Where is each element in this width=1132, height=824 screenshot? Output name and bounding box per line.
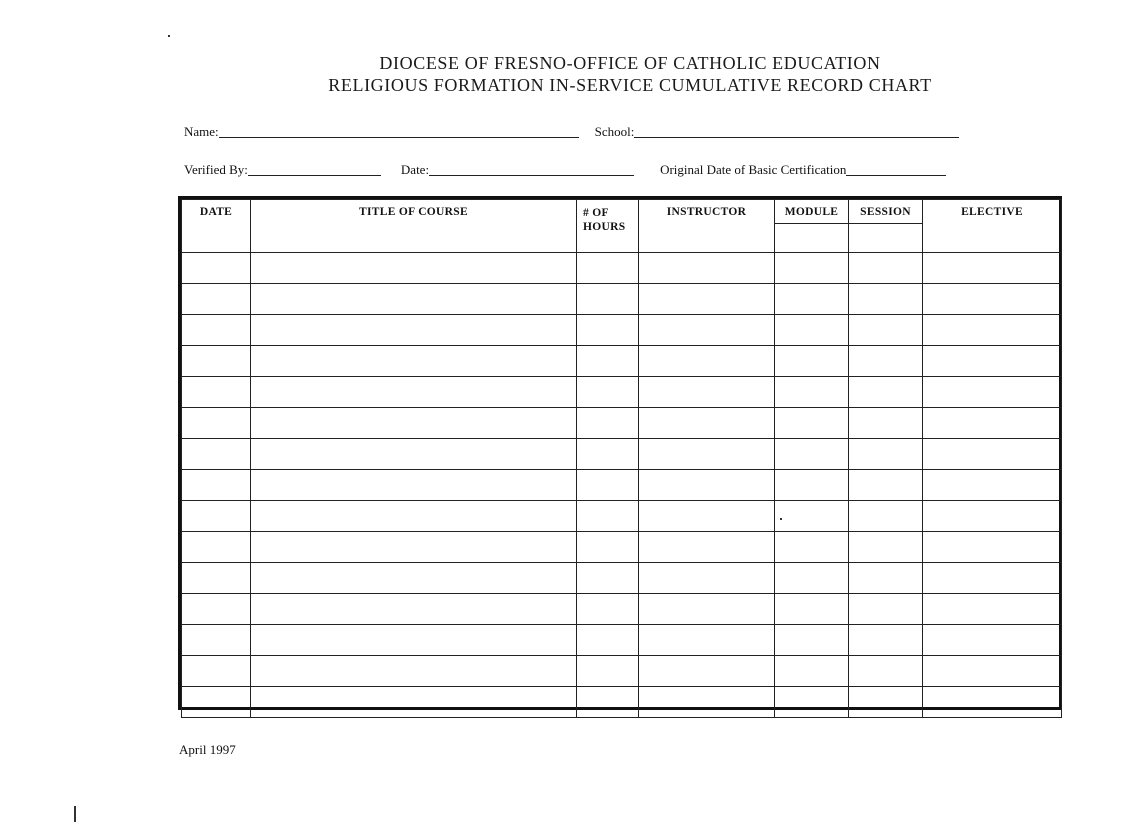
table-cell[interactable] bbox=[577, 594, 639, 625]
table-cell[interactable] bbox=[775, 408, 849, 439]
table-cell[interactable] bbox=[923, 563, 1062, 594]
title-line-2: RELIGIOUS FORMATION IN-SERVICE CUMULATIVE RECORD CHART bbox=[328, 75, 932, 95]
table-cell[interactable] bbox=[251, 253, 577, 284]
table-row bbox=[182, 594, 1062, 625]
name-school-row bbox=[184, 122, 959, 140]
table-cell[interactable] bbox=[577, 377, 639, 408]
table-cell[interactable] bbox=[639, 315, 775, 346]
column-header-session: SESSION bbox=[849, 200, 923, 224]
school-field-line[interactable] bbox=[634, 124, 959, 138]
original-date-label: Original Date of Basic Certification bbox=[660, 162, 847, 177]
table-cell[interactable] bbox=[775, 501, 849, 532]
table-cell[interactable] bbox=[251, 284, 577, 315]
table-cell[interactable] bbox=[639, 656, 775, 687]
table-cell[interactable] bbox=[182, 439, 251, 470]
table-cell[interactable] bbox=[577, 563, 639, 594]
table-cell[interactable] bbox=[775, 284, 849, 315]
table-row bbox=[182, 439, 1062, 470]
table-cell[interactable] bbox=[251, 470, 577, 501]
table-cell[interactable] bbox=[639, 253, 775, 284]
table-cell[interactable] bbox=[775, 532, 849, 563]
scan-speck bbox=[780, 518, 782, 520]
table-cell[interactable] bbox=[182, 408, 251, 439]
table-cell[interactable] bbox=[639, 439, 775, 470]
table-cell[interactable] bbox=[923, 501, 1062, 532]
session-subheader-cell[interactable] bbox=[849, 224, 923, 253]
scan-speck bbox=[168, 35, 170, 37]
table-cell[interactable] bbox=[849, 687, 923, 718]
table-row bbox=[182, 408, 1062, 439]
table-cell[interactable] bbox=[577, 532, 639, 563]
table-cell[interactable] bbox=[775, 625, 849, 656]
table-cell[interactable] bbox=[849, 439, 923, 470]
table-cell[interactable] bbox=[182, 501, 251, 532]
table-cell[interactable] bbox=[577, 501, 639, 532]
table-cell[interactable] bbox=[251, 625, 577, 656]
table-cell[interactable] bbox=[182, 315, 251, 346]
hours-header-line-1: # OF bbox=[583, 207, 609, 219]
table-cell[interactable] bbox=[923, 346, 1062, 377]
record-table bbox=[178, 196, 1062, 710]
table-cell[interactable] bbox=[577, 439, 639, 470]
table-row bbox=[182, 253, 1062, 284]
table-cell[interactable] bbox=[923, 439, 1062, 470]
table-cell[interactable] bbox=[923, 594, 1062, 625]
table-cell[interactable] bbox=[251, 377, 577, 408]
table-cell[interactable] bbox=[849, 470, 923, 501]
table-cell[interactable] bbox=[251, 656, 577, 687]
hours-header-line-2: HOURS bbox=[583, 221, 626, 233]
column-header-date: DATE bbox=[182, 200, 251, 253]
table-cell[interactable] bbox=[251, 501, 577, 532]
table-cell[interactable] bbox=[923, 315, 1062, 346]
table-cell[interactable] bbox=[639, 470, 775, 501]
table-cell[interactable] bbox=[923, 377, 1062, 408]
table-cell[interactable] bbox=[923, 284, 1062, 315]
table-cell[interactable] bbox=[849, 408, 923, 439]
original-date-field-line[interactable] bbox=[846, 162, 946, 176]
table-cell[interactable] bbox=[182, 346, 251, 377]
table-cell[interactable] bbox=[849, 532, 923, 563]
table-cell[interactable] bbox=[639, 532, 775, 563]
table-cell[interactable] bbox=[577, 284, 639, 315]
title-line-1: DIOCESE OF FRESNO-OFFICE OF CATHOLIC EDUCATION bbox=[379, 53, 881, 73]
table-cell[interactable] bbox=[849, 346, 923, 377]
table-cell[interactable] bbox=[251, 346, 577, 377]
scan-speck bbox=[74, 806, 76, 822]
table-cell[interactable] bbox=[577, 253, 639, 284]
date-label: Date: bbox=[400, 162, 430, 177]
table-cell[interactable] bbox=[639, 284, 775, 315]
table-cell[interactable] bbox=[923, 625, 1062, 656]
table-row bbox=[182, 687, 1062, 718]
column-header-elective: ELECTIVE bbox=[923, 200, 1062, 253]
table-row bbox=[182, 470, 1062, 501]
table-cell[interactable] bbox=[251, 563, 577, 594]
table-cell[interactable] bbox=[923, 687, 1062, 718]
table-cell[interactable] bbox=[251, 594, 577, 625]
table-row bbox=[182, 284, 1062, 315]
table-cell[interactable] bbox=[182, 563, 251, 594]
table-cell[interactable] bbox=[182, 594, 251, 625]
table-cell[interactable] bbox=[182, 284, 251, 315]
table-cell[interactable] bbox=[251, 408, 577, 439]
verified-date-row bbox=[184, 160, 946, 178]
table-cell[interactable] bbox=[849, 253, 923, 284]
table-row bbox=[182, 315, 1062, 346]
table-cell[interactable] bbox=[182, 687, 251, 718]
name-label: Name: bbox=[184, 124, 219, 139]
table-cell[interactable] bbox=[923, 470, 1062, 501]
table-cell[interactable] bbox=[639, 377, 775, 408]
table-cell[interactable] bbox=[849, 656, 923, 687]
table-row bbox=[182, 532, 1062, 563]
table-row bbox=[182, 501, 1062, 532]
table-cell[interactable] bbox=[639, 625, 775, 656]
table-row bbox=[182, 377, 1062, 408]
table-cell[interactable] bbox=[923, 408, 1062, 439]
table-cell[interactable] bbox=[775, 470, 849, 501]
table-cell[interactable] bbox=[251, 532, 577, 563]
table-cell[interactable] bbox=[849, 315, 923, 346]
table-cell[interactable] bbox=[577, 346, 639, 377]
table-cell[interactable] bbox=[775, 253, 849, 284]
verified-by-field-line[interactable] bbox=[248, 162, 381, 176]
table-cell[interactable] bbox=[639, 687, 775, 718]
table-cell[interactable] bbox=[775, 346, 849, 377]
table-cell[interactable] bbox=[775, 315, 849, 346]
table-cell[interactable] bbox=[577, 656, 639, 687]
table-cell[interactable] bbox=[849, 625, 923, 656]
verified-by-label: Verified By: bbox=[184, 162, 248, 177]
footer-date: April 1997 bbox=[179, 742, 236, 757]
table-cell[interactable] bbox=[182, 656, 251, 687]
table-cell[interactable] bbox=[849, 501, 923, 532]
table-cell[interactable] bbox=[182, 253, 251, 284]
module-subheader-cell[interactable] bbox=[775, 224, 849, 253]
table-cell[interactable] bbox=[577, 687, 639, 718]
table-cell[interactable] bbox=[577, 470, 639, 501]
school-label: School: bbox=[594, 124, 635, 139]
table-cell[interactable] bbox=[639, 501, 775, 532]
table-cell[interactable] bbox=[639, 563, 775, 594]
table-cell[interactable] bbox=[775, 563, 849, 594]
table-cell[interactable] bbox=[849, 594, 923, 625]
table-cell[interactable] bbox=[775, 687, 849, 718]
table-cell[interactable] bbox=[577, 315, 639, 346]
table-cell[interactable] bbox=[251, 315, 577, 346]
table-row bbox=[182, 346, 1062, 377]
table-cell[interactable] bbox=[923, 253, 1062, 284]
table-cell[interactable] bbox=[775, 377, 849, 408]
table-cell[interactable] bbox=[775, 439, 849, 470]
date-field-line[interactable] bbox=[429, 162, 634, 176]
table-cell[interactable] bbox=[923, 656, 1062, 687]
table-cell[interactable] bbox=[251, 439, 577, 470]
table-cell[interactable] bbox=[182, 625, 251, 656]
table-cell[interactable] bbox=[639, 594, 775, 625]
table-cell[interactable] bbox=[182, 377, 251, 408]
table-cell[interactable] bbox=[182, 532, 251, 563]
table-cell[interactable] bbox=[923, 532, 1062, 563]
table-cell[interactable] bbox=[639, 408, 775, 439]
table-row bbox=[182, 563, 1062, 594]
column-header-module: MODULE bbox=[775, 200, 849, 224]
table-row bbox=[182, 656, 1062, 687]
name-field-line[interactable] bbox=[219, 124, 579, 138]
table-cell[interactable] bbox=[849, 377, 923, 408]
table-cell[interactable] bbox=[577, 625, 639, 656]
table-cell[interactable] bbox=[775, 594, 849, 625]
table-cell[interactable] bbox=[182, 470, 251, 501]
table-row bbox=[182, 625, 1062, 656]
table-cell[interactable] bbox=[639, 346, 775, 377]
column-header-title-of-course: TITLE OF COURSE bbox=[251, 200, 577, 253]
document-title bbox=[0, 52, 1132, 96]
column-header-instructor: INSTRUCTOR bbox=[639, 200, 775, 253]
column-header-hours bbox=[577, 200, 639, 253]
table-cell[interactable] bbox=[775, 656, 849, 687]
table-cell[interactable] bbox=[251, 687, 577, 718]
table-cell[interactable] bbox=[849, 284, 923, 315]
table-cell[interactable] bbox=[577, 408, 639, 439]
table-cell[interactable] bbox=[849, 563, 923, 594]
